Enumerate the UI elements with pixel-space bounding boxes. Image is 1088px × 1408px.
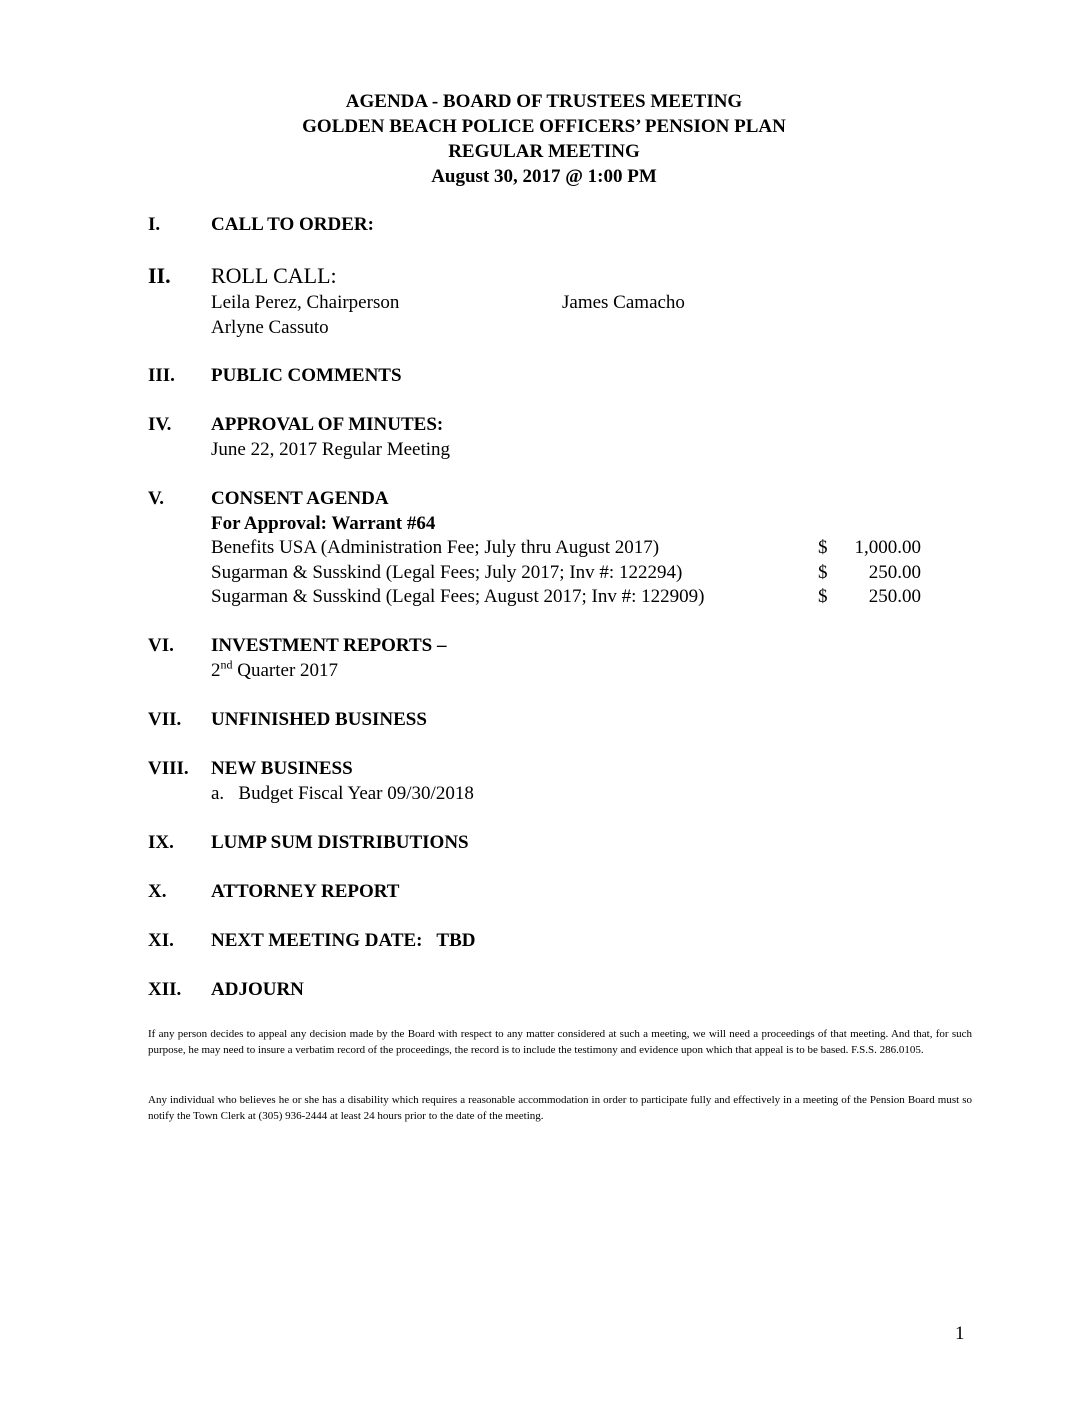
quarter-suffix: nd bbox=[220, 657, 233, 672]
section-title: APPROVAL OF MINUTES: bbox=[211, 414, 444, 435]
agenda-header bbox=[0, 89, 1088, 189]
header-line-4: August 30, 2017 @ 1:00 PM bbox=[431, 166, 657, 187]
warrant-currency: $ bbox=[818, 537, 828, 558]
section-number: II. bbox=[148, 263, 171, 288]
minutes-item: June 22, 2017 Regular Meeting bbox=[211, 439, 451, 460]
warrant-description: Sugarman & Susskind (Legal Fees; July 2017; Inv #: 122294) bbox=[211, 562, 683, 583]
investment-report-period bbox=[211, 659, 338, 684]
section-title: INVESTMENT REPORTS – bbox=[211, 635, 447, 656]
page-number: 1 bbox=[955, 1323, 965, 1344]
section-title: CONSENT AGENDA bbox=[211, 488, 389, 509]
section-title: ATTORNEY REPORT bbox=[211, 881, 400, 902]
warrant-description: Sugarman & Susskind (Legal Fees; August 2017; Inv #: 122909) bbox=[211, 586, 705, 607]
section-number: V. bbox=[148, 488, 165, 509]
section-title: LUMP SUM DISTRIBUTIONS bbox=[211, 832, 469, 853]
section-number: XII. bbox=[148, 979, 182, 1000]
quarter-number: 2 bbox=[211, 660, 221, 681]
section-title: ADJOURN bbox=[211, 979, 304, 1000]
warrant-amount: 250.00 bbox=[868, 562, 921, 583]
header-line-3: REGULAR MEETING bbox=[448, 141, 640, 162]
section-title: CALL TO ORDER: bbox=[211, 214, 374, 235]
roll-call-member-2: James Camacho bbox=[562, 292, 685, 313]
warrant-title: For Approval: Warrant #64 bbox=[211, 513, 436, 534]
warrant-line-item bbox=[211, 561, 682, 586]
warrant-amount: 1,000.00 bbox=[854, 537, 921, 558]
warrant-amount: 250.00 bbox=[868, 586, 921, 607]
section-number: III. bbox=[148, 365, 175, 386]
section-number: VIII. bbox=[148, 758, 189, 779]
section-title: NEW BUSINESS bbox=[211, 758, 353, 779]
warrant-description: Benefits USA (Administration Fee; July thru August 2017) bbox=[211, 537, 660, 558]
appeal-disclaimer: If any person decides to appeal any decision made by the Board with respect to any matter considered at such a meeting, we will need a proceedings of that meeting. And that, for such purpose, he may need to insure a verbatim record of the proceedings, the record is to include the testimony and evidence upon which that appeal is to be based. F.S.S. 286.0105. bbox=[148, 1028, 972, 1056]
section-title: NEXT MEETING DATE: TBD bbox=[211, 930, 476, 951]
section-title: UNFINISHED BUSINESS bbox=[211, 709, 427, 730]
warrant-currency: $ bbox=[818, 586, 828, 607]
header-line-1: AGENDA - BOARD OF TRUSTEES MEETING bbox=[345, 91, 743, 112]
section-number: I. bbox=[148, 214, 161, 235]
section-number: VI. bbox=[148, 635, 174, 656]
section-number: VII. bbox=[148, 709, 182, 730]
roll-call-member-3: Arlyne Cassuto bbox=[211, 317, 329, 338]
warrant-line-item bbox=[211, 536, 659, 561]
header-line-2: GOLDEN BEACH POLICE OFFICERS’ PENSION PLAN bbox=[302, 116, 786, 137]
warrant-currency: $ bbox=[818, 562, 828, 583]
section-number: IX. bbox=[148, 832, 174, 853]
warrant-line-item bbox=[211, 585, 704, 610]
section-number: X. bbox=[148, 881, 167, 902]
quarter-rest: Quarter 2017 bbox=[232, 660, 339, 681]
section-number: IV. bbox=[148, 414, 172, 435]
section-title: PUBLIC COMMENTS bbox=[211, 365, 402, 386]
new-business-item: a. Budget Fiscal Year 09/30/2018 bbox=[211, 783, 474, 804]
roll-call-member-1: Leila Perez, Chairperson bbox=[211, 292, 400, 313]
section-number: XI. bbox=[148, 930, 174, 951]
disability-notice: Any individual who believes he or she has a disability which requires a reasonable accommodation in order to participate fully and effectively in a meeting of the Pension Board must so notify the Town Clerk at (305) 936-2444 at least 24 hours prior to the date of the meeting. bbox=[148, 1094, 972, 1122]
section-title: ROLL CALL: bbox=[211, 263, 337, 288]
